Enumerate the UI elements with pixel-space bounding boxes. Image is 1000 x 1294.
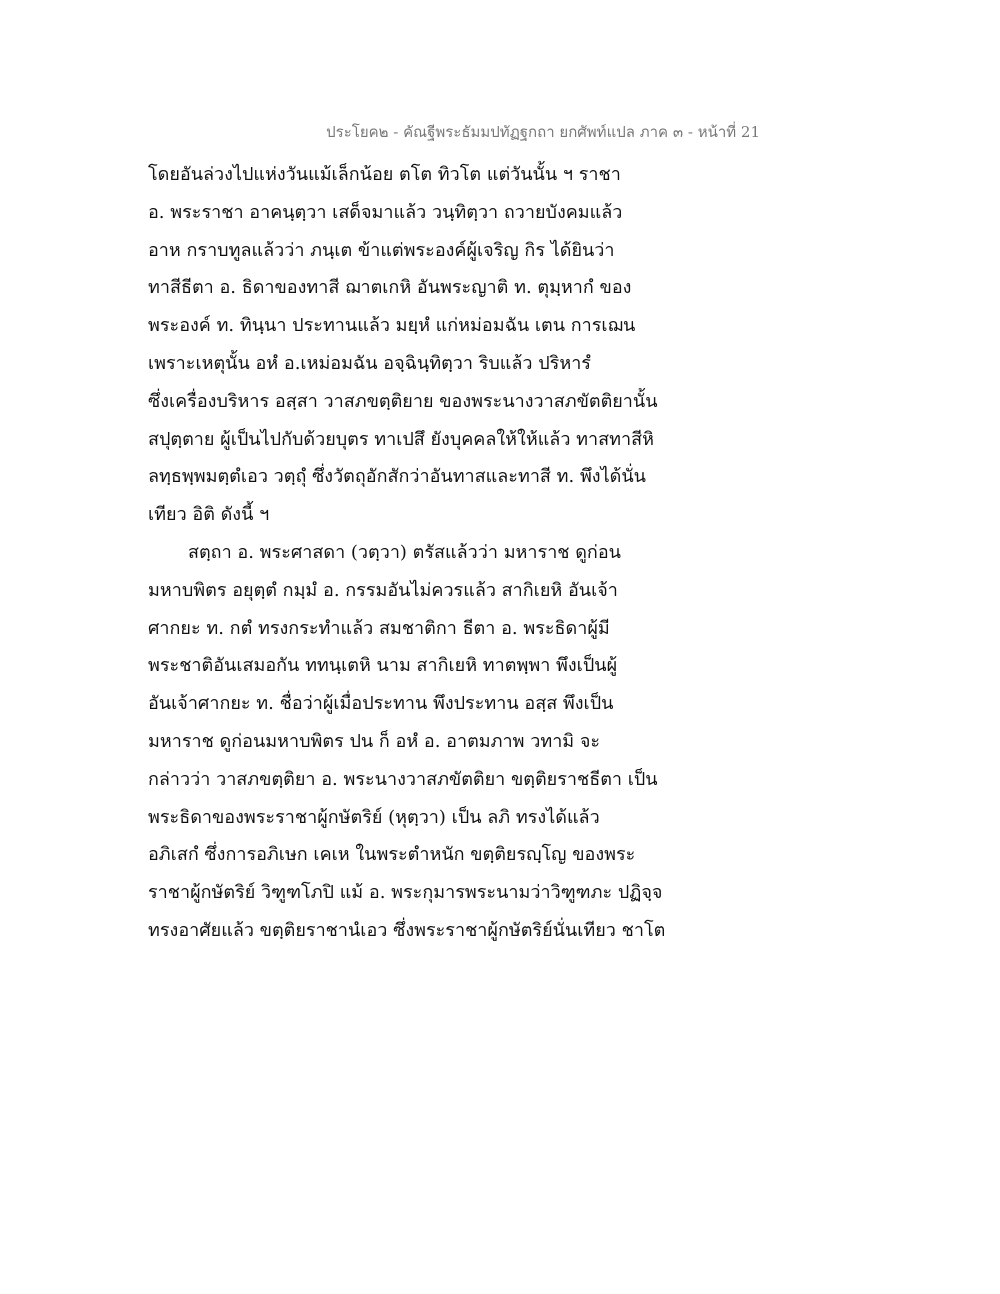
text-line: ทาสีธีตา อ. ธิดาของทาสี ฌาตเกหิ อันพระญาติ ท. ตุมฺหากํ ของ xyxy=(148,277,632,299)
text-line: ศากยะ ท. กตํ ทรงกระทำแล้ว สมชาติกา ธีตา อ. พระธิดาผู้มี xyxy=(148,617,610,639)
text-line: พระธิดาของพระราชาผู้กษัตริย์ (หุตฺวา) เป็น ลภิ ทรงได้แล้ว xyxy=(148,806,600,828)
paragraph-start-line: สตฺถา อ. พระศาสดา (วตฺวา) ตรัสแล้วว่า มหาราช ดูก่อน xyxy=(188,541,621,563)
text-line: อภิเสกํ ซึ่งการอภิเษก เคเห ในพระตำหนัก ขตฺติยรญฺโญ ของพระ xyxy=(148,844,636,866)
text-line: อาห กราบทูลแล้วว่า ภนฺเต ข้าแต่พระองค์ผู้เจริญ กิร ได้ยินว่า xyxy=(148,239,615,261)
text-line: พระชาติอันเสมอกัน ททนฺเตหิ นาม สากิเยหิ ทาตพฺพา พึงเป็นผู้ xyxy=(148,655,618,677)
text-line: ซึ่งเครื่องบริหาร อสฺสา วาสภขตฺติยาย ของพระนางวาสภขัตติยานั้น xyxy=(148,390,658,412)
text-line: ลทฺธพฺพมตฺตํเอว วตฺถุํ ซึ่งวัตถุอักสักว่าอันทาสและทาสี ท. พึงได้นั่น xyxy=(148,466,646,488)
text-line: พระองค์ ท. ทินฺนา ประทานแล้ว มยฺหํ แก่หม่อมฉัน เตน การเฌน xyxy=(148,315,636,337)
text-line: มหาบพิตร อยุตฺตํ กมฺมํ อ. กรรมอันไม่ควรแล้ว สากิเยหิ อันเจ้า xyxy=(148,579,618,601)
text-line: เทียว อิติ ดังนี้ ฯ xyxy=(148,504,270,526)
running-header: ประโยค๒ - คัณฐีพระธัมมปทัฏฐกถา ยกศัพท์แปล ภาค ๓ - หน้าที่ 21 xyxy=(326,123,760,141)
text-line: มหาราช ดูก่อนมหาบพิตร ปน ก็ อหํ อ. อาตมภาพ วทามิ จะ xyxy=(148,730,601,752)
text-line: กล่าวว่า วาสภขตฺติยา อ. พระนางวาสภขัตติยา ขตฺติยราชธีตา เป็น xyxy=(148,768,658,790)
text-line: โดยอันล่วงไปแห่งวันแม้เล็กน้อย ตโต ทิวโต แต่วันนั้น ฯ ราชา xyxy=(148,164,621,185)
body-text xyxy=(148,156,708,950)
text-line: อันเจ้าศากยะ ท. ชื่อว่าผู้เมื่อประทาน พึงประทาน อสฺส พึงเป็น xyxy=(148,693,614,715)
text-line: ราชาผู้กษัตริย์ วิฑูฑโภปิ แม้ อ. พระกุมารพระนามว่าวิฑูฑภะ ปฏิจฺจ xyxy=(148,882,663,904)
text-line: ทรงอาศัยแล้ว ขตฺติยราชานํเอว ซึ่งพระราชาผู้กษัตริย์นั่นเทียว ชาโต xyxy=(148,919,666,941)
text-line: สปุตฺตาย ผู้เป็นไปกับด้วยบุตร ทาเปสึ ยังบุคคลให้ให้แล้ว ทาสทาสีหิ xyxy=(148,428,654,450)
text-line: เพราะเหตุนั้น อหํ อ.เหม่อมฉัน อจฺฉินฺทิตฺวา ริบแล้ว ปริหารํ xyxy=(148,352,591,374)
text-line: อ. พระราชา อาคนฺตฺวา เสด็จมาแล้ว วนฺทิตฺวา ถวายบังคมแล้ว xyxy=(148,201,623,223)
